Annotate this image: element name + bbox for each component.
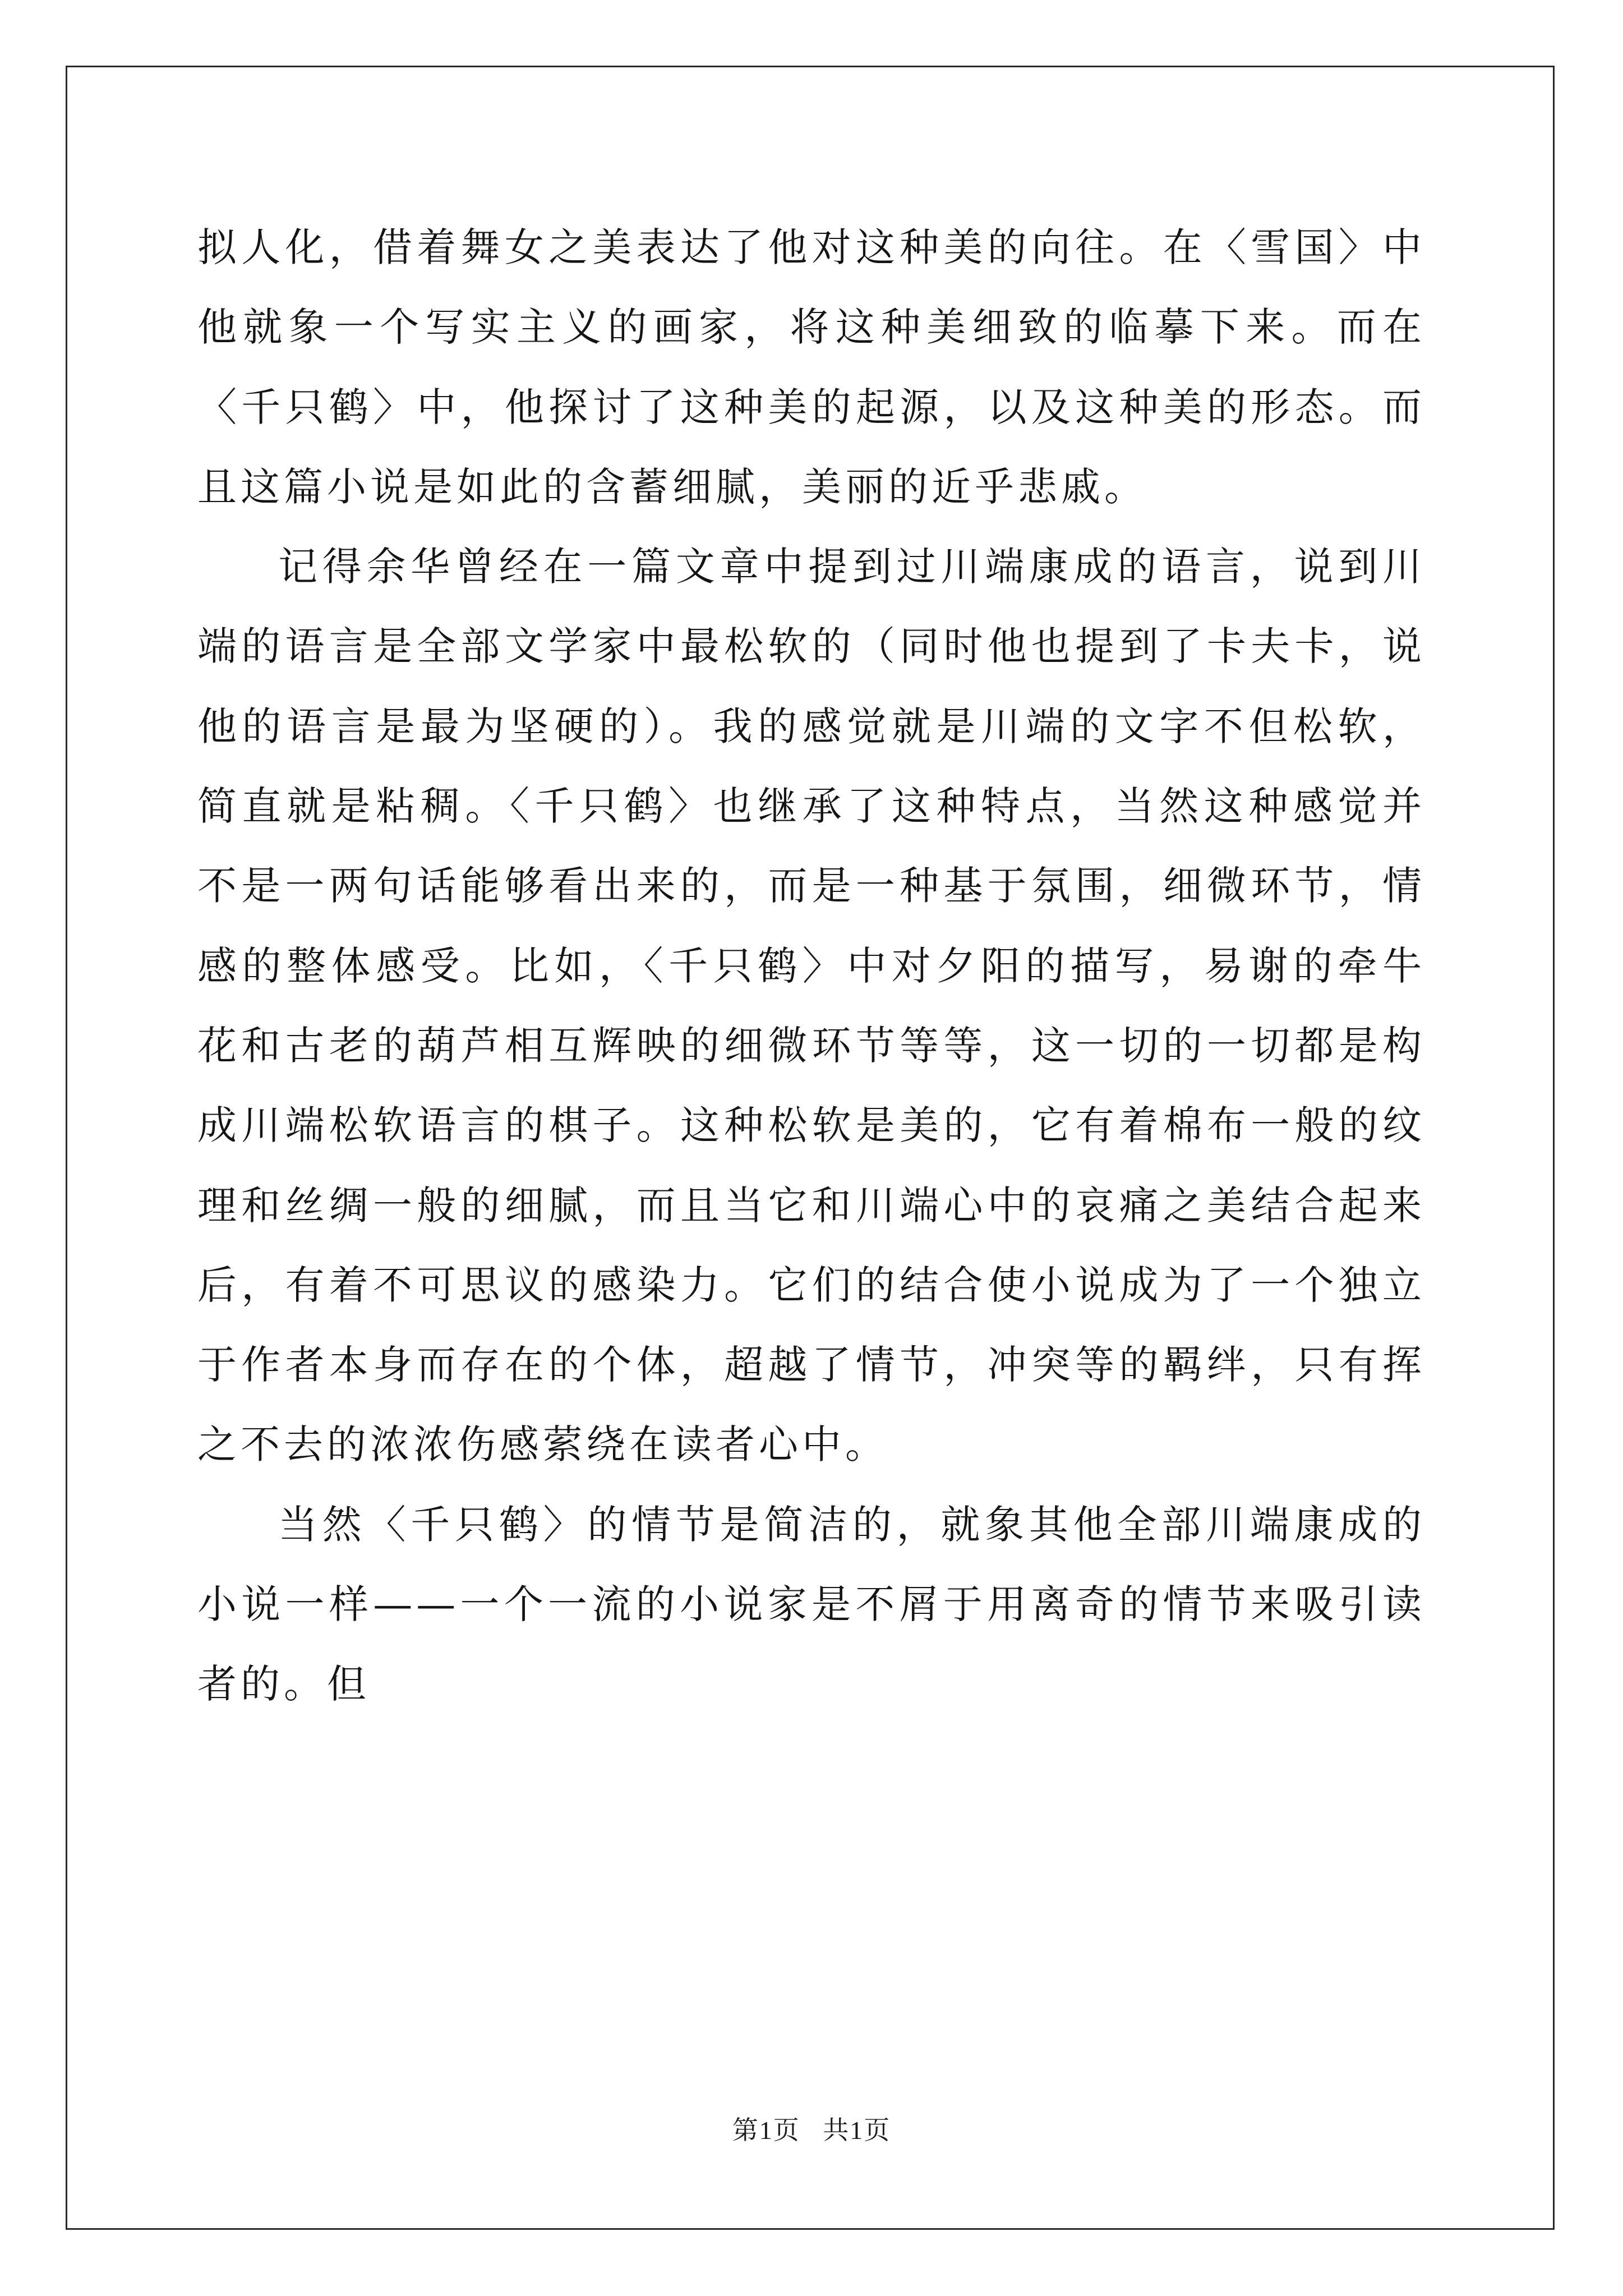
paragraph-3: 当然〈千只鹤〉的情节是简洁的，就象其他全部川端康成的小说一样——一个一流的小说家是不屑于用离奇的情节来吸引读者的。但: [197, 1501, 1426, 1708]
page-total: 共1页: [823, 2116, 891, 2145]
page-number: 第1页: [732, 2116, 800, 2145]
page-footer: [0, 2114, 1623, 2147]
document-body: [197, 208, 1426, 1724]
paragraph-1: 拟人化，借着舞女之美表达了他对这种美的向往。在〈雪国〉中他就象一个写实主义的画家，将这种美细致的临摹下来。而在〈千只鹤〉中，他探讨了这种美的起源，以及这种美的形态。而且这篇小说是如此的含蓄细腻，美丽的近乎悲戚。: [197, 224, 1426, 510]
paragraph-2: 记得余华曾经在一篇文章中提到过川端康成的语言，说到川端的语言是全部文学家中最松软的（同时他也提到了卡夫卡，说他的语言是最为坚硬的）。我的感觉就是川端的文字不但松软，简直就是粘稠。〈千只鹤〉也继承了这种特点，当然这种感觉并不是一两句话能够看出来的，而是一种基于氛围，细微环节，情感的整体感受。比如，〈千只鹤〉中对夕阳的描写，易谢的牵牛花和古老的葫芦相互辉映的细微环节等等，这一切的一切都是构成川端松软语言的棋子。这种松软是美的，它有着棉布一般的纹理和丝绸一般的细腻，而且当它和川端心中的哀痛之美结合起来后，有着不可思议的感染力。它们的结合使小说成为了一个独立于作者本身而存在的个体，超越了情节，冲突等的羁绊，只有挥之不去的浓浓伤感萦绕在读者心中。: [197, 544, 1426, 1468]
